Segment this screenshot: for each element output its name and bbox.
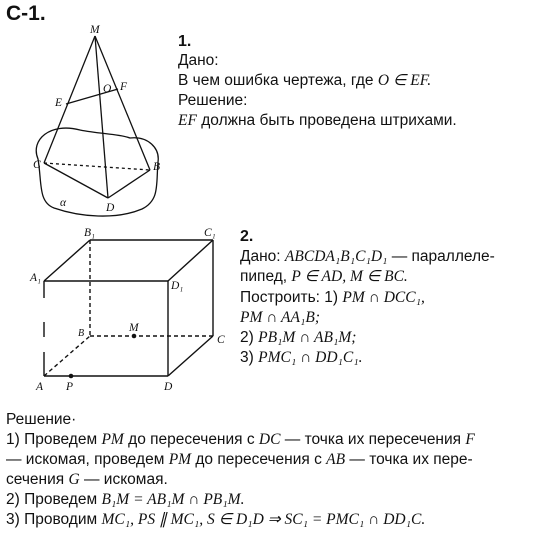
label-m2: M (129, 322, 139, 334)
problem1-number: 1. (178, 33, 192, 50)
label-p: P (66, 381, 74, 393)
label-o: O (103, 83, 112, 95)
edge-c1d1 (168, 240, 213, 281)
label-a: A (36, 381, 44, 393)
problem2-construct-line3: 2) PB₁M ∩ AB₁M; (240, 329, 357, 346)
edge-cd (44, 163, 108, 198)
problem2-construct-line2: PM ∩ AA₁B; (240, 309, 320, 326)
solution-line4: 2) Проведем B₁M = AB₁M ∩ PB₁M. (6, 491, 245, 508)
problem1-given-text: В чем ошибка чертежа, где (178, 72, 374, 89)
problem1-solution-expr: EF (178, 112, 197, 129)
edge-md (95, 36, 108, 198)
edge-mb (95, 36, 150, 170)
problem1-given-expr: O ∈ EF. (377, 72, 432, 89)
page-header: С-1. (6, 2, 46, 25)
problem1-solution-text: должна быть проведена штрихами. (201, 112, 457, 129)
problem2-construct-line1: Построить: 1) PM ∩ DCC₁, (240, 289, 425, 306)
problem2-construct-line4: 3) PMC₁ ∩ DD₁C₁. (240, 349, 363, 366)
point-m (132, 334, 137, 339)
label-c1: C₁ (204, 227, 216, 239)
label-b1: B₁ (84, 227, 96, 239)
plane-alpha (36, 128, 161, 216)
edge-ab-hidden (44, 336, 90, 376)
edge-db (108, 170, 150, 198)
parallelepiped-figure (28, 224, 233, 402)
problem2-given-line2: пипед, P ∈ AD, M ∈ BC. (240, 268, 408, 285)
solution-line5: 3) Проводим MC₁, PS ∥ MC₁, S ∈ D₁D ⇒ SC₁ = PMC₁ ∩ DD₁C. (6, 511, 426, 528)
problem1-given-label: Дано: (178, 52, 219, 69)
label-d: D (106, 202, 115, 214)
label-d2: D (164, 381, 173, 393)
solution-line1: 1) Проведем PM до пересечения с DC — точка их пересечения F (6, 431, 475, 448)
problem1-solution-label: Решение: (178, 92, 248, 109)
problem2-number: 2. (240, 228, 254, 245)
pyramid-figure (20, 22, 170, 222)
solution-label: Решение· (6, 411, 77, 428)
label-bprime: B (78, 328, 85, 339)
label-d1: D₁ (171, 280, 184, 292)
label-c2: C (217, 334, 225, 346)
solution-line3: сечения G — искомая. (6, 471, 168, 488)
edge-dc (168, 336, 213, 376)
problem1-given (178, 71, 431, 91)
label-a1: A₁ (30, 272, 42, 284)
label-c: C (33, 159, 41, 171)
solution-line2: — искомая, проведем PM до пересечения с AB — точка их пере- (6, 451, 473, 468)
label-f: F (120, 81, 128, 93)
label-m: M (90, 24, 100, 36)
edge-a1b1 (44, 240, 90, 281)
point-p (69, 374, 74, 379)
edge-cb-hidden (44, 163, 150, 170)
label-b: B (153, 161, 161, 173)
label-alpha: α (60, 197, 67, 209)
problem1-solution (178, 111, 457, 131)
problem2-given-line1: Дано: ABCDA₁B₁C₁D₁ — параллеле- (240, 248, 495, 265)
edge-mc (44, 36, 95, 163)
label-e: E (55, 97, 63, 109)
